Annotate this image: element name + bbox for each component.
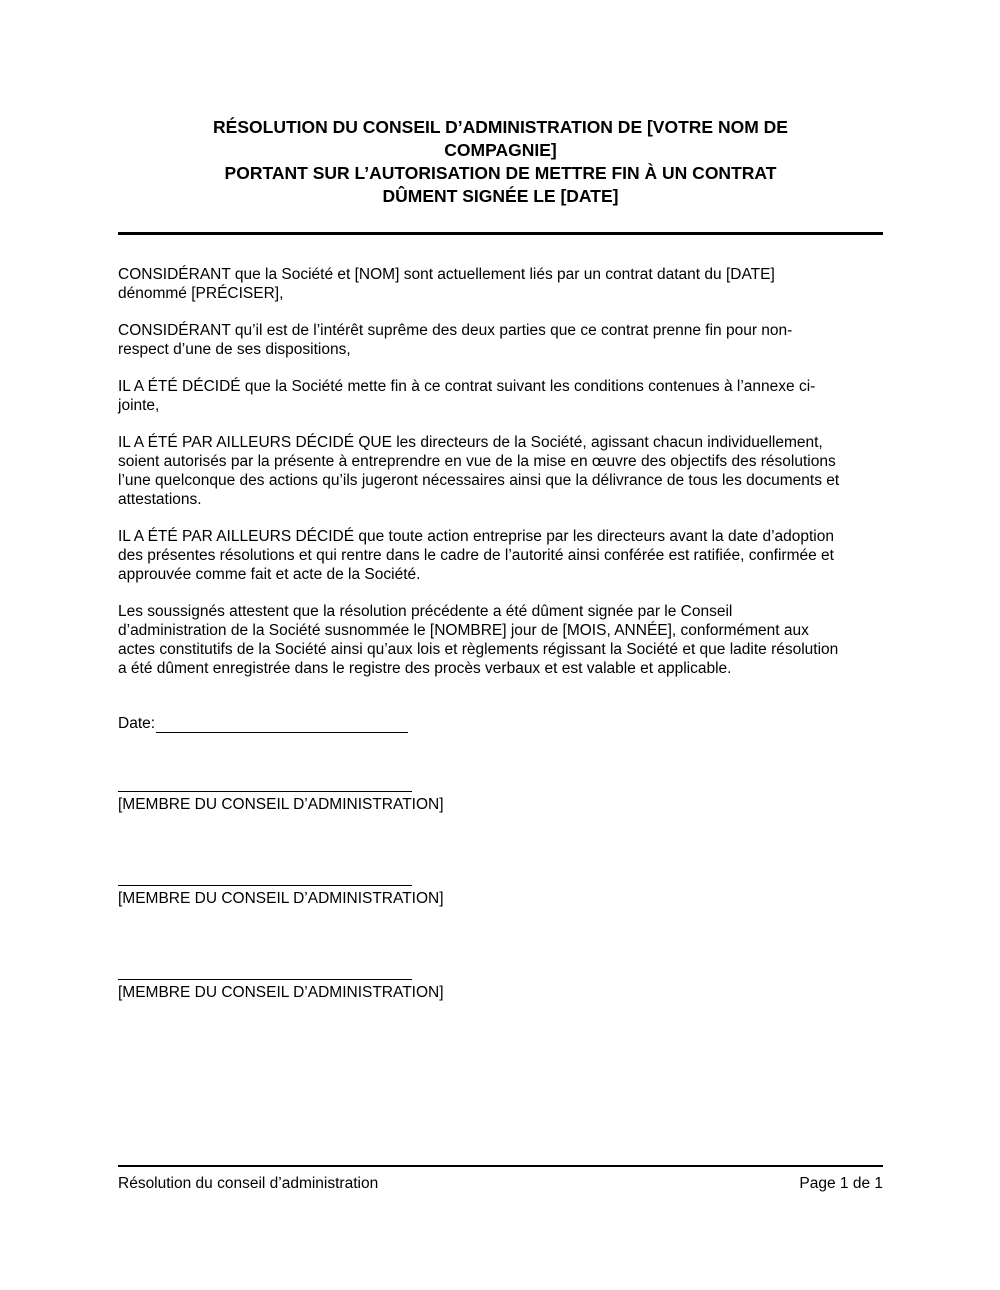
title-line: DÛMENT SIGNÉE LE [DATE] xyxy=(382,186,619,206)
text-line: CONSIDÉRANT qu’il est de l’intérêt suprême des deux parties que ce contrat prenne fin pour non- xyxy=(118,322,793,339)
text-line: IL A ÉTÉ DÉCIDÉ que la Société mette fin à ce contrat suivant les conditions contenues à l’annexe ci- xyxy=(118,378,816,395)
signature-label: [MEMBRE DU CONSEIL D’ADMINISTRATION] xyxy=(118,796,444,813)
text-line: dénommé [PRÉCISER], xyxy=(118,285,284,302)
text-line: attestations. xyxy=(118,491,202,508)
paragraph-decide-2 xyxy=(118,433,898,509)
signature-line xyxy=(118,979,412,980)
signature-line xyxy=(118,791,412,792)
text-line: a été dûment enregistrée dans le registre des procès verbaux et est valable et applicable. xyxy=(118,660,732,677)
date-blank-line xyxy=(156,716,408,733)
signature-label: [MEMBRE DU CONSEIL D’ADMINISTRATION] xyxy=(118,984,444,1001)
signature-line xyxy=(118,885,412,886)
text-line: jointe, xyxy=(118,397,160,414)
text-line: respect d’une de ses dispositions, xyxy=(118,341,351,358)
document-title xyxy=(118,116,883,208)
text-line: IL A ÉTÉ PAR AILLEURS DÉCIDÉ que toute action entreprise par les directeurs avant la date d’adoption xyxy=(118,528,834,545)
title-divider xyxy=(118,232,883,235)
text-line: Les soussignés attestent que la résolution précédente a été dûment signée par le Conseil xyxy=(118,603,733,620)
text-line: IL A ÉTÉ PAR AILLEURS DÉCIDÉ QUE les directeurs de la Société, agissant chacun individuellement, xyxy=(118,434,823,451)
paragraph-decide-3 xyxy=(118,527,898,584)
title-line: PORTANT SUR L’AUTORISATION DE METTRE FIN À UN CONTRAT xyxy=(224,163,777,183)
signature-block xyxy=(118,885,444,908)
footer-divider xyxy=(118,1165,883,1167)
date-label: Date: xyxy=(118,715,156,732)
text-line: l’une quelconque des actions qu’ils jugeront nécessaires ainsi que la délivrance de tous les documents et xyxy=(118,472,840,489)
text-line: des présentes résolutions et qui rentre dans le cadre de l’autorité ainsi conférée est ratifiée, confirmée et xyxy=(118,547,834,564)
signature-block xyxy=(118,791,444,814)
footer-document-name: Résolution du conseil d’administration xyxy=(118,1175,379,1192)
text-line: soient autorisés par la présente à entreprendre en vue de la mise en œuvre des objectifs des résolutions xyxy=(118,453,836,470)
title-line: COMPAGNIE] xyxy=(444,140,557,160)
paragraph-attestation xyxy=(118,602,898,678)
paragraph-decide-1 xyxy=(118,377,898,415)
signature-label: [MEMBRE DU CONSEIL D’ADMINISTRATION] xyxy=(118,890,444,907)
text-line: approuvée comme fait et acte de la Société. xyxy=(118,566,421,583)
footer-page-number: Page 1 de 1 xyxy=(799,1175,883,1192)
paragraph-considerant-1 xyxy=(118,265,898,303)
text-line: CONSIDÉRANT que la Société et [NOM] sont actuellement liés par un contrat datant du [DATE] xyxy=(118,266,775,283)
title-line: RÉSOLUTION DU CONSEIL D’ADMINISTRATION DE [VOTRE NOM DE xyxy=(213,117,788,137)
text-line: actes constitutifs de la Société ainsi qu’aux lois et règlements régissant la Société et que ladite résolution xyxy=(118,641,839,658)
text-line: d’administration de la Société susnommée le [NOMBRE] jour de [MOIS, ANNÉE], conformément aux xyxy=(118,622,809,639)
date-field xyxy=(118,715,408,733)
paragraph-considerant-2 xyxy=(118,321,898,359)
signature-block xyxy=(118,979,444,1002)
